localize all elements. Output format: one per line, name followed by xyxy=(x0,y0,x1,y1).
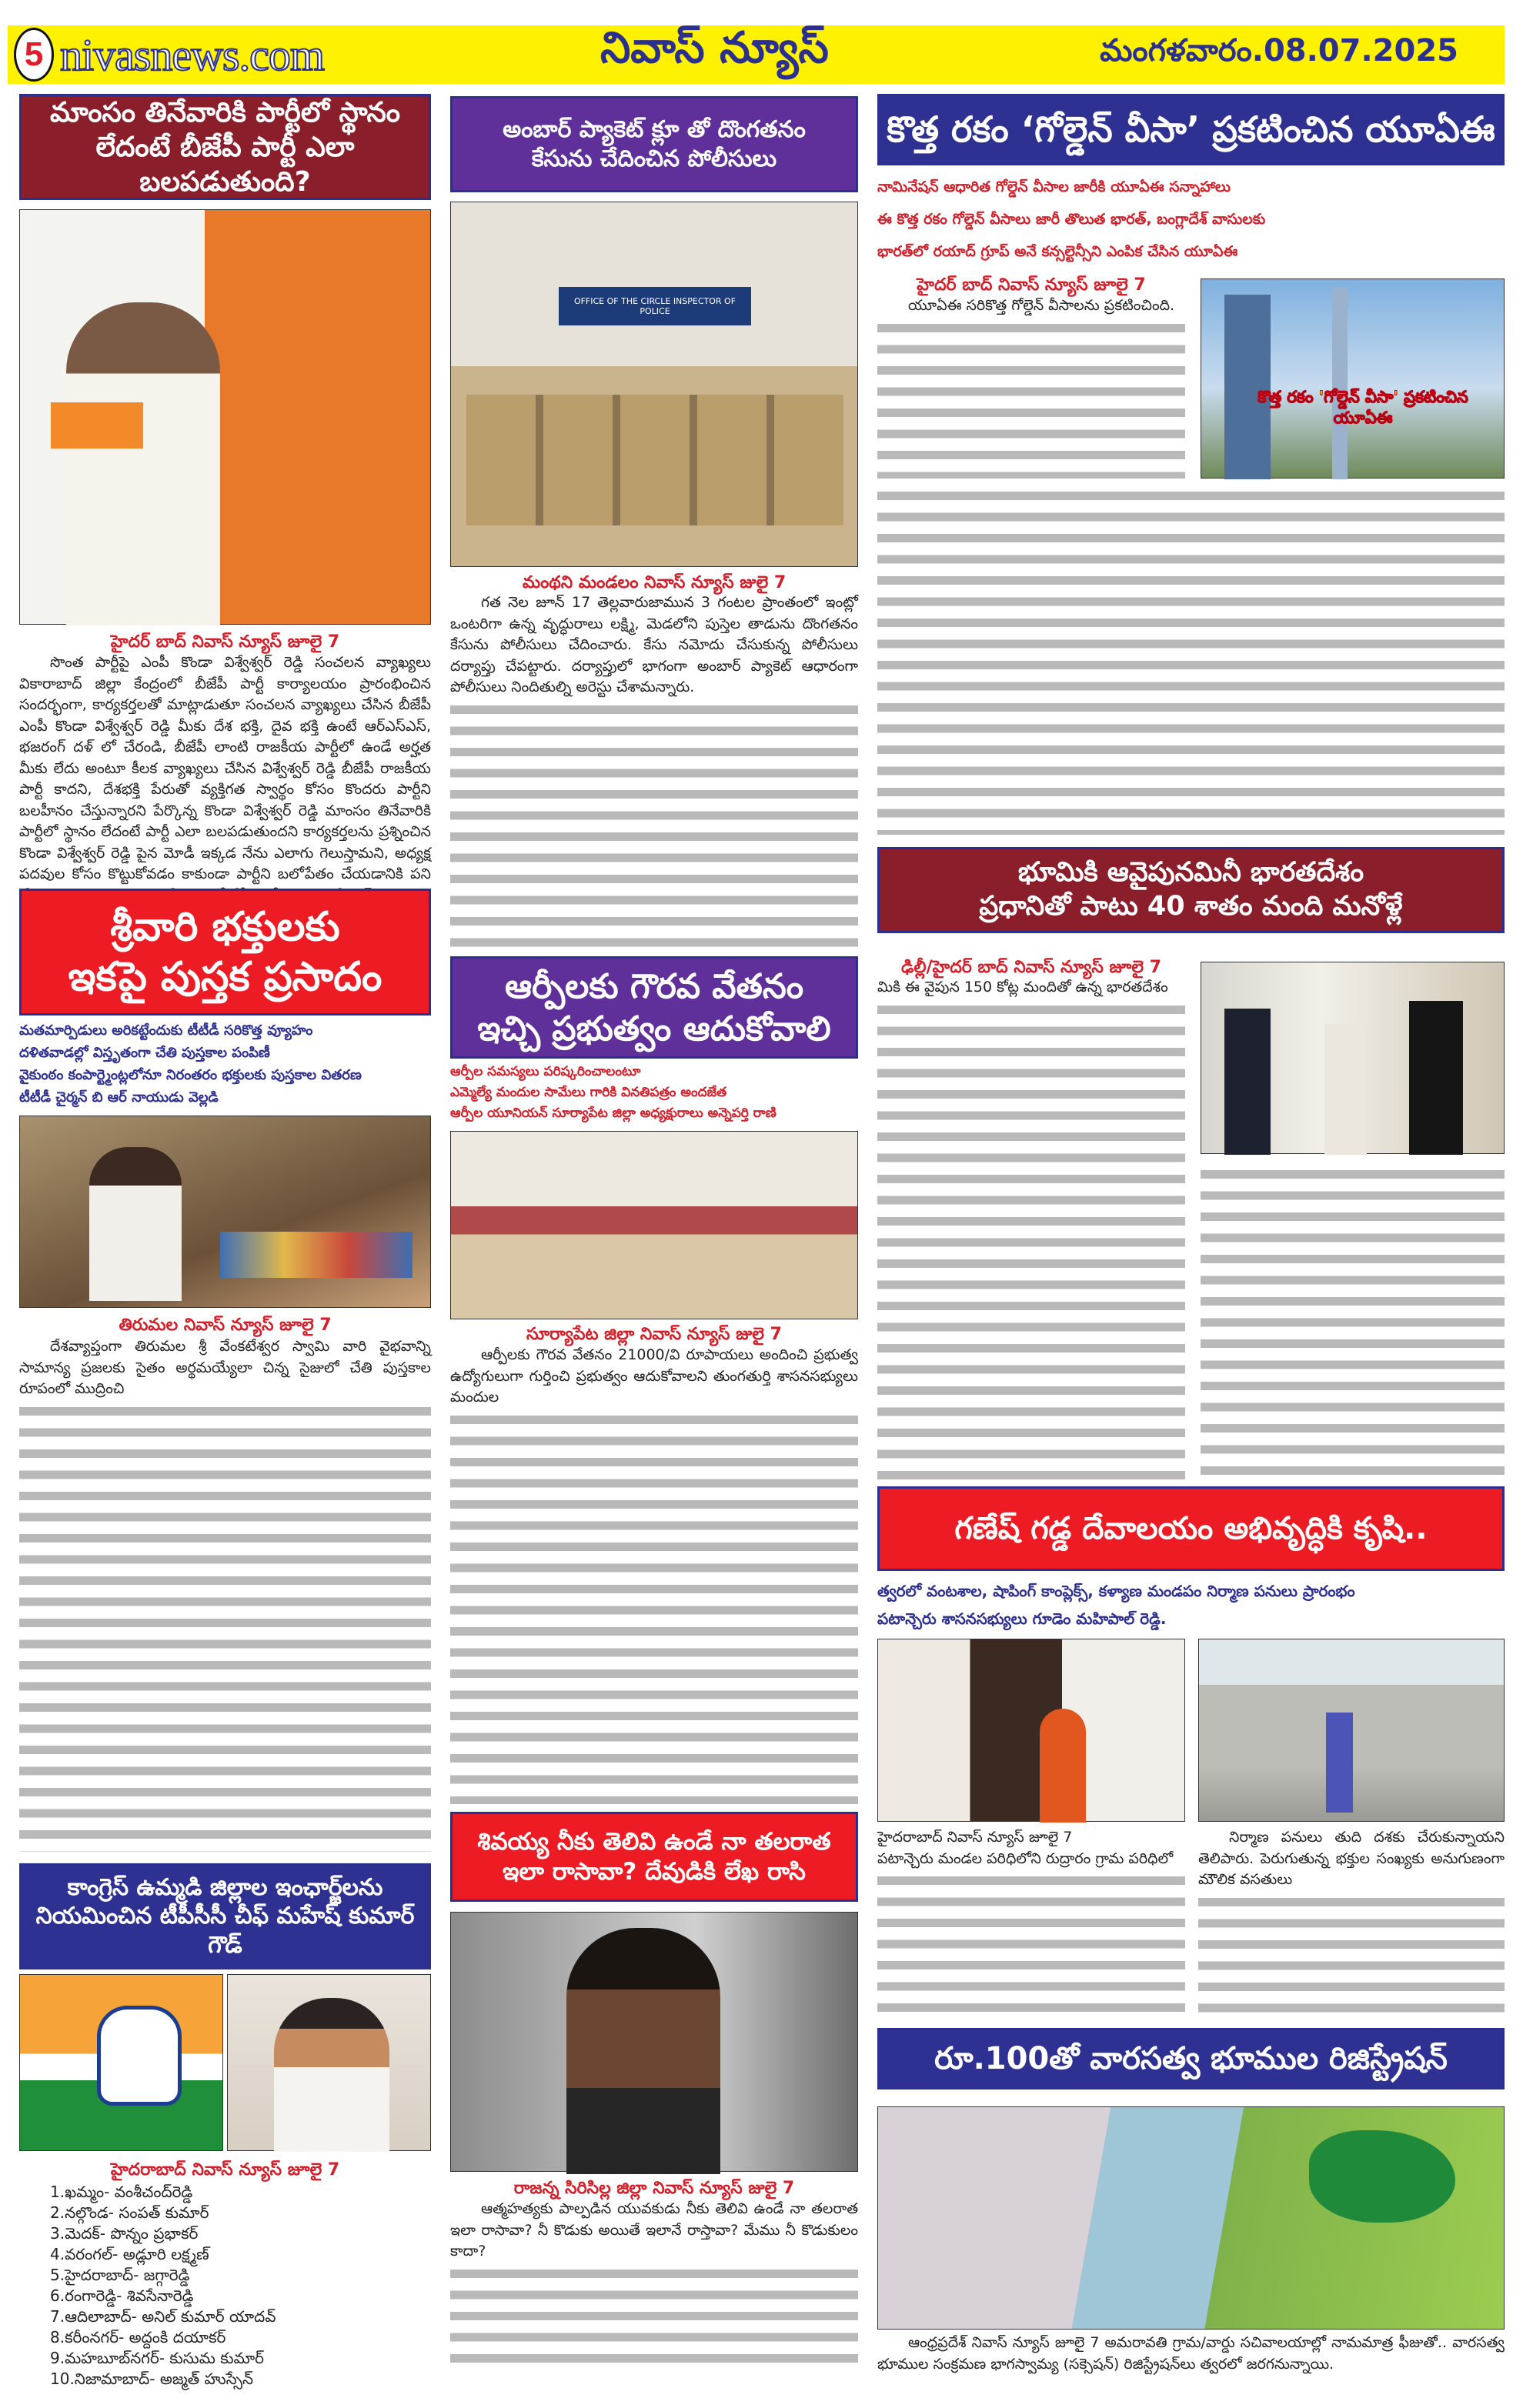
article-body-continued xyxy=(1201,1163,1505,1479)
subhead: ఆర్పీల సమస్యలు పరిష్కరించాలంటూ xyxy=(450,1064,641,1079)
article-body-continued xyxy=(877,1869,1185,2016)
article-body-continued xyxy=(450,1409,858,1805)
headline-line: ఆర్పీలకు గౌరవ వేతనం xyxy=(504,966,804,1006)
youth-photo xyxy=(450,1912,858,2172)
list-item: 5.హైదరాబాద్- జగ్గారెడ్డి xyxy=(50,2266,190,2284)
subhead: ఆర్పీల యూనియన్ సూర్యాపేట జిల్లా అధ్యక్షురాలు అన్నెపర్తి రాణి xyxy=(450,1106,777,1121)
dateline-plain: హైదరాబాద్ నివాస్ న్యూస్ జూలై 7 xyxy=(877,1829,1073,1846)
article-body-continued xyxy=(19,1400,431,1853)
subhead: దళితవాడల్లో విస్తృతంగా చేతి పుస్తకాల పంపిణీ xyxy=(19,1045,270,1061)
shivayya-headline xyxy=(450,1812,858,1902)
site-name[interactable]: nivasnews.com xyxy=(60,29,324,80)
dateline: మంథని మండలం నివాస్ న్యూస్ జులై 7 xyxy=(522,573,787,592)
headline-line: ఇకపై పుస్తక ప్రసాదం xyxy=(68,953,382,1000)
list-item: 10.నిజామాబాద్- అజ్మత్ హుస్సేన్ xyxy=(50,2370,253,2388)
article-body: గత నెల జూన్ 17 తెల్లవారుజామున 3 గంటల ప్రాంతంలో ఇంట్లో ఒంటరిగా ఉన్న వృద్ధురాలు లక్ష్మి, మెడలోని పుస్తెల తాడును దొంగతనం కేసును పోలీసులు చేదించారు. కేసు నమోదు చేసుకున్న పోలీసులు దర్యాప్తు చేపట్టారు. దర్యాప్తులో భాగంగా అంబార్ ప్యాకెట్ ఆధారంగా పోలీసులు నిందితుల్ని అరెస్టు చేశామన్నారు. xyxy=(450,594,858,695)
subhead: టీటీడీ చైర్మన్ బి ఆర్ నాయుడు వెల్లడి xyxy=(19,1089,219,1106)
headline-line: శ్రీవారి భక్తులకు xyxy=(110,903,340,950)
visa-subheads xyxy=(877,171,1505,268)
article-body: ఆత్మహత్యకు పాల్పడిన యువకుడు నీకు తెలివి ఉండే నా తలరాత ఇలా రాసావా? నీ కొడుకు అయితే ఇలానే రాస్తావా? మేము నీ కొడుకులం కాదా? xyxy=(450,2200,858,2260)
subhead: మతమార్పిడులు అరికట్టేందుకు టీటీడీ సరికొత్త వ్యూహం xyxy=(19,1022,313,1039)
page-number: 5 xyxy=(14,28,54,82)
ganesh-subheads xyxy=(877,1577,1505,1633)
headline-line: భూమికి ఆవైపునమినీ భారతదేశం xyxy=(1017,857,1364,889)
ttd-headline xyxy=(19,889,431,1016)
dubai-skyline-photo xyxy=(1201,278,1505,479)
india-headline xyxy=(877,847,1505,933)
list-item: 4.వరంగల్- అడ్లూరి లక్ష్మణ్ xyxy=(50,2245,209,2263)
ttd-body-column xyxy=(19,1336,431,1852)
headline-line: కాంగ్రెస్ ఉమ్మడి జిల్లాల ఇంఛార్జ్‌లను xyxy=(67,1873,383,1901)
article-body-continued xyxy=(450,2263,858,2370)
article-body: మికి ఈ వైపున 150 కోట్ల మందితో ఉన్న భారతదేశం xyxy=(877,979,1168,996)
subhead: భారత్‌లో రయాద్ గ్రూప్ అనే కన్సల్టెన్సీని ఎంపిక చేసిన యూఏఈ xyxy=(877,243,1238,260)
temple-visit-photo xyxy=(877,1639,1185,1822)
dateline: హైదర్ బాద్ నివాస్ న్యూస్ జూలై 7 xyxy=(917,275,1146,295)
congress-headline xyxy=(19,1863,431,1969)
rp-memorandum-photo xyxy=(450,1131,858,1319)
dateline: తిరుమల నివాస్ న్యూస్ జూలై 7 xyxy=(119,1316,332,1335)
ganesh-headline: గణేష్ గడ్డ దేవాలయం అభివృద్ధికి కృషి.. xyxy=(877,1486,1505,1571)
dateline: సూర్యాపేట జిల్లా నివాస్ న్యూస్ జులై 7 xyxy=(526,1325,782,1344)
list-item: 7.ఆదిలాబాద్- అనిల్ కుమార్ యాదవ్ xyxy=(50,2307,276,2326)
shivayya-body-column xyxy=(450,2199,858,2370)
headline-line: శివయ్య నీకు తెలివి ఉండే నా తలరాత xyxy=(477,1827,831,1856)
visa-body-column xyxy=(877,295,1185,479)
police-headline xyxy=(450,96,858,192)
subhead: ఈ కొత్త రకం గోల్డెన్ వీసాలు జారీ తొలుత భారత్, బంగ్లాదేశ్ వాసులకు xyxy=(877,211,1266,228)
headline-line: ఇలా రాసావా? దేవుడికి లేఖ రాసి xyxy=(503,1857,806,1886)
article-body-continued xyxy=(877,999,1185,1480)
list-item: 2.నల్గొండ- సంపత్ కుమార్ xyxy=(50,2203,209,2222)
photo-caption: కొత్త రకం 'గోల్డెన్ వీసా' ప్రకటించిన యూఏఈ xyxy=(1257,388,1468,428)
issue-date: మంగళవారం.08.07.2025 xyxy=(1100,33,1458,68)
dateline: ఢిల్లీ/హైదర్ బాద్ నివాస్ న్యూస్ జూలై 7 xyxy=(901,958,1161,977)
incharge-list xyxy=(19,2182,431,2390)
bjp-mp-photo xyxy=(19,209,431,625)
article-body: ఆర్పీలకు గౌరవ వేతనం 21000/వి రూపాయలు అందించి ప్రభుత్వ ఉద్యోగులుగా గుర్తించి ప్రభుత్వం ఆదుకోవాలని తుంగతుర్తి శాసనసభ్యులు మందుల xyxy=(450,1346,858,1406)
article-body: నిర్మాణ పనులు తుది దశకు చేరుకున్నాయని తెలిపారు. పెరుగుతున్న భక్తుల సంఖ్యకు అనుగుణంగా మౌలిక వసతులు xyxy=(1198,1829,1505,1888)
paper-name: నివాస్ న్యూస్ xyxy=(600,23,829,73)
headline-line: కేసును చేదించిన పోలీసులు xyxy=(531,145,777,172)
ttd-chairman-photo xyxy=(19,1116,431,1308)
headline-line: మాంసం తినేవారికి పార్టీలో స్థానం xyxy=(50,96,400,128)
list-item: 9.మహబూబ్‌నగర్- కుసుమ కుమార్ xyxy=(50,2349,265,2367)
article-body: పటాన్చెరు మండల పరిధిలోని రుద్రారం గ్రామ పరిధిలో xyxy=(877,1849,1174,1867)
rp-body-column xyxy=(450,1345,858,1804)
land-headline: రూ.100తో వారసత్వ భూముల రిజిస్ట్రేషన్ xyxy=(877,2028,1505,2089)
subhead: పటాన్చెరు శాసనసభ్యులు గూడెం మహిపాల్ రెడ్డి. xyxy=(877,1609,1167,1628)
article-body: యూఏఈ సరికొత్త గోల్డెన్ వీసాలను ప్రకటించింది. xyxy=(908,297,1175,314)
photo-caption: ఆంధ్రప్రదేశ్ నివాస్ న్యూస్ జూలై 7 అమరావతి గ్రామ/వార్డు సచివాలయాల్లో నామమాత్ర ఫీజుతో.. వారసత్వ భూముల సంక్రమణ భాగస్వామ్య (సక్సెషన్) రిజిస్ట్రేషన్‌లు త్వరలో జరగనున్నాయి. xyxy=(877,2334,1505,2373)
pm-meeting-photo xyxy=(1201,962,1505,1154)
dateline: రాజన్న సిరిసిల్ల జిల్లా నివాస్ న్యూస్ జులై 7 xyxy=(513,2179,795,2198)
police-photo xyxy=(450,202,858,567)
dateline: హైదర్ బాద్ నివాస్ న్యూస్ జూలై 7 xyxy=(110,632,340,652)
police-body-column xyxy=(450,592,858,948)
congress-hand-logo xyxy=(19,1974,223,2151)
list-item: 8.కరీంనగర్- అద్దంకి దయాకర్ xyxy=(50,2328,226,2346)
ganesh-right-column xyxy=(1198,1827,1505,2016)
headline-line: ప్రధానితో పాటు 40 శాతం మంది మనోళ్లే xyxy=(979,891,1403,922)
list-item: 1.ఖమ్మం- వంశీచంద్‌రెడ్డి xyxy=(50,2183,193,2201)
ganesh-left-column xyxy=(877,1827,1185,2016)
subhead: త్వరలో వంటశాల, షాపింగ్ కాంప్లెక్స్, కళ్యాణ మండపం నిర్మాణ పనులు ప్రారంభం xyxy=(877,1582,1355,1600)
subhead: ఎమ్మెల్యే మందుల సామేలు గారికి వినతిపత్రం అందజేత xyxy=(450,1085,727,1100)
article-body: సొంత పార్టీపై ఎంపీ కొండా విశ్వేశ్వర్ రెడ్డి సంచలన వ్యాఖ్యలు వికారాబాద్ జిల్లా కేంద్రంలో బీజేపీ పార్టీ కార్యాలయం ప్రారంభించిన సందర్భంగా, కార్యకర్తలతో మాట్లాడుతూ సంచలన వ్యాఖ్యలు చేసిన బీజేపీ ఎంపీ కొండా విశ్వేశ్వర్ రెడ్డి మీకు దేశ భక్తి, దైవ భక్తి ఉంటే ఆర్ఎస్ఎస్, భజరంగ్ దళ్ లో చేరండి, బీజేపీ లాంటి రాజకీయ పార్టీలో ఉండే అర్హత మీకు లేదు అంటూ కీలక వ్యాఖ్యలు చేసిన విశ్వేశ్వర్ రెడ్డి బీజేపీ రాజకీయ పార్టీ కాదని, దేశభక్తి పేరుతో వ్యక్తిగత స్వార్థం కోసం కొందరు పార్టీని బలహీనం చేస్తున్నారని పేర్కొన్న కొండా విశ్వేశ్వర్ రెడ్డి మాంసం తినేవారికి పార్టీలో స్థానం లేదంటే పార్టీ ఎలా బలపడుతుందని కార్యకర్తలను ప్రశ్నించిన కొండా విశ్వేశ్వర్ రెడ్డి పైన మోడీ ఇక్కడ నేను ఎలాగు గెలుస్తామని, అధ్యక్ష పదవుల కోసం కొట్టుకోవడం కాకుండా పార్టీని బలోపేతం చేయడానికి పని xyxy=(19,654,431,882)
headline-line: అంబార్ ప్యాకెట్ క్లూ తో దొంగతనం xyxy=(503,116,806,143)
article-body-continued xyxy=(877,317,1185,479)
article-body-continued xyxy=(877,485,1505,835)
construction-inspection-photo xyxy=(1198,1639,1505,1822)
headline-line: నియమించిన టీపీసీసీ చీఫ్ మహేష్ కుమార్ గౌడ్ xyxy=(35,1903,415,1959)
police-office-sign: OFFICE OF THE CIRCLE INSPECTOR OF POLICE xyxy=(559,287,751,325)
masthead xyxy=(8,25,1505,84)
list-item: 6.రంగారెడ్డి- శివసేనారెడ్డి xyxy=(50,2286,194,2305)
india-body-column xyxy=(877,977,1185,1479)
bjp-headline xyxy=(19,94,431,200)
article-body: దేశవ్యాప్తంగా తిరుమల శ్రీ వేంకటేశ్వర స్వామి వారి వైభవాన్ని సామాన్య ప్రజలకు సైతం అర్థమయ్యేలా చిన్న సైజులో చేతి పుస్తకాల రూపంలో ముద్రించి xyxy=(19,1338,431,1397)
mahesh-kumar-goud-photo xyxy=(227,1974,431,2151)
list-item: 3.మెదక్- పొన్నం ప్రభాకర్ xyxy=(50,2224,199,2243)
subhead: నామినేషన్ ఆధారిత గోల్డెన్ వీసాల జారీకి యూఏఈ సన్నాహాలు xyxy=(877,178,1231,195)
land-registration-photo xyxy=(877,2106,1505,2330)
rp-subheads xyxy=(450,1062,858,1124)
headline-line: ఇచ్చి ప్రభుత్వం ఆదుకోవాలి xyxy=(477,1009,831,1049)
subhead: వైకుంఠం కంపార్ట్మెంట్లలోనూ నిరంతరం భక్తులకు పుస్తకాల వితరణ xyxy=(19,1067,362,1083)
article-body-continued xyxy=(1198,1891,1505,2016)
dateline: హైదరాబాద్ నివాస్ న్యూస్ జూలై 7 xyxy=(110,2160,340,2180)
ttd-subheads xyxy=(19,1019,431,1109)
headline-line: లేదంటే బీజేపీ పార్టీ ఎలా బలపడుతుంది? xyxy=(95,131,355,198)
article-body-continued xyxy=(450,699,858,949)
rp-headline xyxy=(450,956,858,1059)
visa-headline: కొత్త రకం ‘గోల్డెన్ వీసా’ ప్రకటించిన యూఏఈ xyxy=(877,94,1505,165)
